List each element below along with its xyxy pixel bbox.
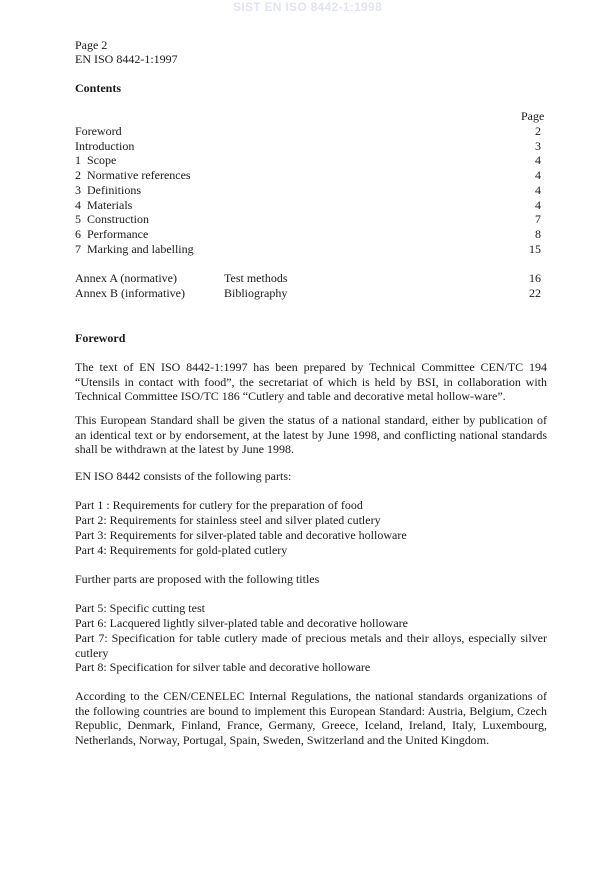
toc-entry-foreword xyxy=(75,124,547,139)
toc-title: Definitions xyxy=(87,183,141,197)
part-item: Part 1 : Requirements for cutlery for the preparation of food xyxy=(75,498,363,512)
toc-page: 3 xyxy=(535,139,541,153)
part-item: Part 3: Requirements for silver-plated table and decorative holloware xyxy=(75,528,407,542)
toc-number: 2 xyxy=(75,168,81,182)
toc-title: Performance xyxy=(87,227,149,241)
toc-entry xyxy=(75,227,547,242)
part-item: Part 2: Requirements for stainless steel and silver plated cutlery xyxy=(75,513,381,527)
toc-page: 16 xyxy=(529,271,541,285)
toc-title: Materials xyxy=(87,198,133,212)
toc-page: 8 xyxy=(535,227,541,241)
toc-entry xyxy=(75,168,547,183)
proposed-intro: Further parts are proposed with the following titles xyxy=(75,572,320,586)
toc-page: 22 xyxy=(529,286,541,300)
toc-entry xyxy=(75,153,547,168)
toc-entry-introduction xyxy=(75,139,547,154)
toc-entry xyxy=(75,212,547,227)
contents-heading: Contents xyxy=(75,81,122,95)
parts-intro: EN ISO 8442 consists of the following parts: xyxy=(75,469,292,483)
page-number: Page 2 xyxy=(75,38,108,52)
toc-number: 7 xyxy=(75,242,81,256)
toc-page: 4 xyxy=(535,183,541,197)
toc-entry xyxy=(75,183,547,198)
foreword-paragraph: The text of EN ISO 8442-1:1997 has been prepared by Technical Committee CEN/TC 194 “Utensils in contact with food”, the secretariat of which is held by BSI, in collaboration with Technical Committee ISO/TC 186 “Cutlery and table and decorative metal hollow-ware”. xyxy=(75,360,547,404)
foreword-paragraph: According to the CEN/CENELEC Internal Regulations, the national standards organizations of the following countries are bound to implement this European Standard: Austria, Belgium, Czech Republic, Denmark, Finland, France, Germany, Greece, Iceland, Ireland, Italy, Luxembourg, Netherlands, Norway, Portugal, Spain, Sweden, Switzerland and the United Kingdom. xyxy=(75,689,547,747)
toc-page: 4 xyxy=(535,198,541,212)
annex-title: Test methods xyxy=(224,271,288,285)
toc-page: 2 xyxy=(535,124,541,138)
toc-page: 7 xyxy=(535,212,541,226)
toc-page: 15 xyxy=(529,242,541,256)
page-column-label: Page xyxy=(521,109,545,123)
foreword-heading: Foreword xyxy=(75,331,126,345)
proposed-part-item: Part 8: Specification for silver table and decorative holloware xyxy=(75,660,371,674)
proposed-part-item: Part 5: Specific cutting test xyxy=(75,601,205,615)
toc-page: 4 xyxy=(535,168,541,182)
toc-number: 1 xyxy=(75,153,81,167)
standard-number: EN ISO 8442-1:1997 xyxy=(75,52,178,66)
toc-entry xyxy=(75,242,547,257)
toc-entry xyxy=(75,198,547,213)
toc-title: Introduction xyxy=(75,139,135,153)
annex-title: Bibliography xyxy=(224,286,288,300)
toc-title: Marking and labelling xyxy=(87,242,194,256)
toc-title: Construction xyxy=(87,212,149,226)
foreword-paragraph: This European Standard shall be given the status of a national standard, either by publication of an identical text or by endorsement, at the latest by June 1998, and conflicting national standards shall be withdrawn at the latest by June 1998. xyxy=(75,413,547,457)
toc-title: Foreword xyxy=(75,124,122,138)
annex-label: Annex A (normative) xyxy=(75,271,177,285)
toc-title: Normative references xyxy=(87,168,191,182)
annex-label: Annex B (informative) xyxy=(75,286,185,300)
proposed-part-item: Part 6: Lacquered lightly silver-plated table and decorative holloware xyxy=(75,616,408,630)
toc-annex xyxy=(75,271,547,286)
toc-title: Scope xyxy=(87,153,117,167)
toc-annex xyxy=(75,286,547,301)
proposed-part-item: Part 7: Specification for table cutlery made of precious metals and their alloys, especially silver cutlery xyxy=(75,631,547,660)
toc-page: 4 xyxy=(535,153,541,167)
watermark: SIST EN ISO 8442-1:1998 xyxy=(233,0,382,14)
part-item: Part 4: Requirements for gold-plated cutlery xyxy=(75,543,288,557)
toc-number: 3 xyxy=(75,183,81,197)
toc-number: 4 xyxy=(75,198,81,212)
toc-number: 5 xyxy=(75,212,81,226)
toc-number: 6 xyxy=(75,227,81,241)
